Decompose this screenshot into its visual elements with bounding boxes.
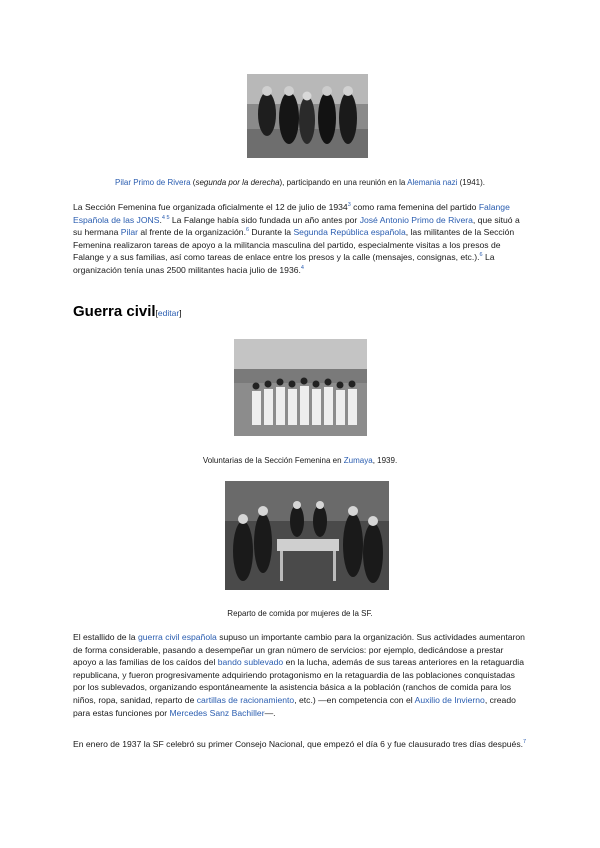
link-auxilio-invierno[interactable]: Auxilio de Invierno <box>414 694 485 705</box>
link-falange[interactable]: Falange Española de las JONS <box>73 202 510 225</box>
ref-3[interactable]: 3 <box>347 202 351 209</box>
photo-pilar-primo-de-rivera[interactable] <box>247 74 368 158</box>
link-mercedes-sanz[interactable]: Mercedes Sanz Bachiller <box>169 707 265 718</box>
figure-caption-3: Reparto de comida por mujeres de la SF. <box>227 609 373 618</box>
ref-4b[interactable]: 4 <box>300 265 304 272</box>
link-bando-sublevado[interactable]: bando sublevado <box>217 657 284 668</box>
ref-7[interactable]: 7 <box>523 739 527 746</box>
photo-reparto-comida[interactable] <box>225 481 389 590</box>
link-guerra-civil[interactable]: guerra civil española <box>137 632 217 642</box>
section-heading-guerra-civil: Guerra civil[editar] <box>73 303 182 320</box>
link-segunda-republica[interactable]: Segunda República española <box>293 227 406 238</box>
link-cartillas[interactable]: cartillas de racionamiento <box>196 694 295 705</box>
figure-caption-2: Voluntarias de la Sección Femenina en Zumaya, 1939. <box>202 456 398 465</box>
link-zumaya[interactable]: Zumaya <box>343 456 373 465</box>
ref-6b[interactable]: 6 <box>479 252 483 259</box>
paragraph-intro: La Sección Femenina fue organizada oficialmente el 12 de julio de 1934$^3$ como rama femenina del partido Falange Española de las JONS.$^{4 5}$ La Falange había sido fundada un año antes por José Antonio Primo de Rivera, que situó a su hermana Pilar al frente de la organización.$^6$ Durante la Segunda República española, las militantes de la Sección Femenina realizaron tareas de apoyo a la militancia masculina del partido, especialmente visitas a los presos de Falange y a sus familias, así como tareas de enlace entre los presos y la calle (mensajes, consignas, etc.).$^6$ La organización tenía unas 2500 militantes hacia julio de 1936.$^4$ <box>73 202 520 275</box>
photo-voluntarias-zumaya[interactable] <box>234 339 367 436</box>
edit-section-link[interactable]: editar <box>157 308 180 318</box>
ref-4-5[interactable]: 4 5 <box>161 214 170 221</box>
link-alemania-nazi[interactable]: Alemania nazi <box>407 178 458 187</box>
paragraph-consejo-nacional: En enero de 1937 la SF celebró su primer Consejo Nacional, que empezó el día 6 y fue clausurado tres días después.$^7$ <box>73 739 527 749</box>
paragraph-guerra-civil: El estallido de la guerra civil española supuso un importante cambio para la organización. Sus actividades aumentaron de forma considerable, pasando a desempeñar un gran número de servicios: por ejemplo, dedicándose a prestar apoyo a las familias de los caídos del bando sublevado en la lucha, además de sus tareas anteriores en la retaguardia republicana, y fueron progresivamente adquiriendo protagonismo en la retaguardia de las poblaciones conquistadas por los sublevados, organizando espontáneamente la asistencia básica a la población (ranchos de comida para los niños, ropa, sanidad, reparto de cartillas de racionamiento, etc.) —en competencia con el Auxilio de Invierno, creado para estas funciones por Mercedes Sanz Bachiller—. <box>73 632 525 718</box>
ref-6[interactable]: 6 <box>245 227 250 234</box>
figure-caption-1: Pilar Primo de Rivera (segunda por la derecha), participando en una reunión en la Alemania nazi (1941). <box>114 178 485 187</box>
link-jose-antonio[interactable]: José Antonio Primo de Rivera <box>359 214 473 225</box>
link-pilar[interactable]: Pilar <box>120 227 138 238</box>
link-pilar-primo-de-rivera[interactable]: Pilar Primo de Rivera <box>114 178 191 187</box>
